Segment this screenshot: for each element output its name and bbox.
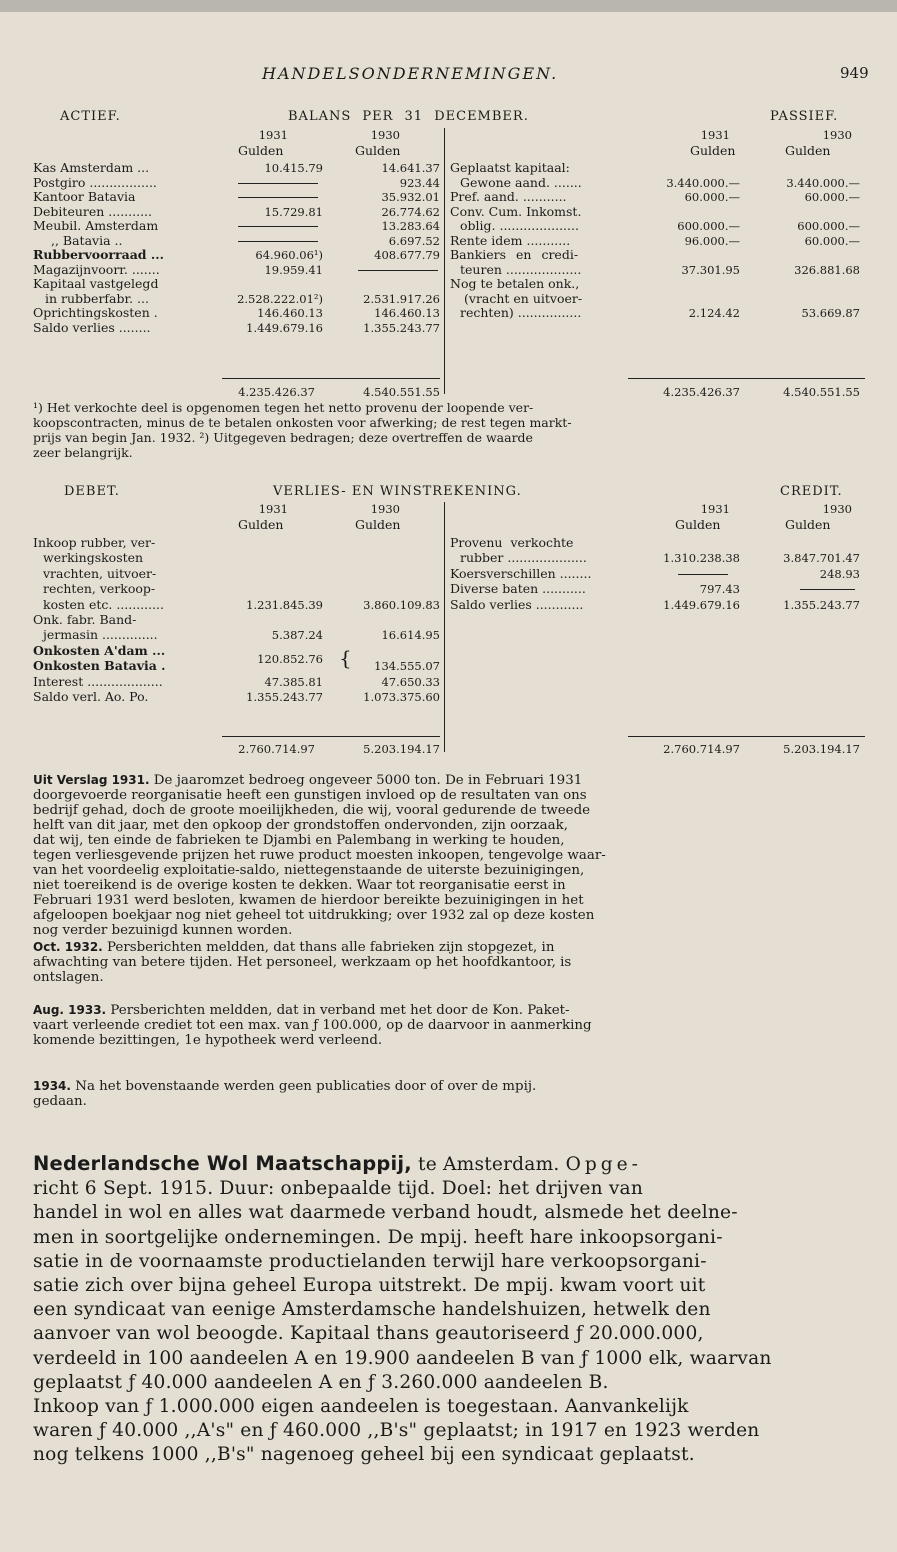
footnote-line: zeer belangrijk.: [33, 445, 133, 460]
footnote-line: prijs van begin Jan. 1932. ²) Uitgegeven bedragen; deze overtreffen de waarde: [33, 430, 533, 445]
ledger-row: [33, 248, 443, 263]
row-label: vrachten, uitvoer-: [43, 565, 157, 581]
ledger-row: [33, 675, 443, 690]
balance-left-head: ACTIEF.: [60, 109, 121, 124]
ledger-row: [33, 234, 443, 249]
ledger-row: [33, 263, 443, 278]
row-value-1930: 3.440.000.—: [786, 175, 860, 190]
ledger-row: [450, 219, 865, 234]
report-oct-1932: [33, 940, 865, 985]
ledger-row: [33, 567, 443, 582]
unit-left-1930: Gulden: [355, 143, 401, 158]
company-line: handel in wol en alles wat daarmede verband houdt, alsmede het deelne-: [33, 1202, 738, 1224]
year-1930-right: 1930: [822, 128, 852, 142]
company-location: te Amsterdam.: [411, 1154, 566, 1175]
report-line: Na het bovenstaande werden geen publicaties door of over de mpij.: [70, 1079, 537, 1094]
company-line: een syndicaat van eenige Amsterdamsche handelshuizen, hetwelk den: [33, 1299, 711, 1321]
balance-right-head: PASSIEF.: [770, 109, 839, 124]
scan-edge: [0, 0, 897, 12]
row-value-1931: 2.124.42: [688, 306, 740, 320]
ledger-row: [33, 536, 443, 551]
company-line: satie zich over bijna geheel Europa uitstrekt. De mpij. kwam voort uit: [33, 1275, 706, 1297]
ledger-row: [33, 551, 443, 566]
row-value-1931: 2.528.222.01²): [237, 291, 323, 306]
ledger-row: [33, 205, 443, 220]
pl-unit-left-1930: Gulden: [355, 517, 401, 532]
row-dash: [238, 241, 318, 242]
row-label: Onkosten A'dam ...: [33, 642, 166, 658]
page-number: 949: [840, 64, 869, 82]
company-line: men in soortgelijke ondernemingen. De mpij. heeft hare inkoopsorgani-: [33, 1226, 723, 1248]
row-value-1931: 120.852.76: [257, 652, 323, 667]
pl-right-rows: [450, 536, 865, 613]
company-line: geplaatst ƒ 40.000 aandeelen A en ƒ 3.260.000 aandeelen B.: [33, 1371, 609, 1393]
row-value-1931: 1.449.679.16: [663, 597, 740, 612]
row-value-1931: 146.460.13: [257, 306, 323, 320]
unit-right-1930: Gulden: [785, 143, 831, 158]
year-1930-left: 1930: [370, 128, 400, 142]
row-label: rechten) ................: [460, 305, 582, 320]
row-label: Saldo verl. Ao. Po.: [33, 688, 149, 704]
row-value-1930: 3.860.109.83: [363, 597, 440, 612]
pl-left-total-1930: 5.203.194.17: [363, 742, 440, 756]
row-value-1930: 47.650.33: [381, 674, 440, 689]
row-label: teuren ...................: [460, 261, 582, 277]
report-line: dat wij, ten einde de fabrieken te Djambi en Palembang in werking te houden,: [33, 833, 565, 848]
row-dash: [238, 197, 318, 198]
company-opgericht: Opge-: [565, 1154, 642, 1175]
row-label: Magazijnvoorr. .......: [33, 261, 160, 277]
ledger-row: [450, 598, 865, 613]
ledger-row: [450, 263, 865, 278]
row-label: werkingskosten: [43, 550, 144, 566]
footnote-line: ¹) Het verkochte deel is opgenomen tegen het netto provenu der loopende ver-: [33, 400, 534, 415]
balance-right-total-1930: 4.540.551.55: [783, 385, 860, 399]
row-label: Saldo verlies ........: [33, 319, 151, 335]
row-value-1930: 60.000.—: [804, 233, 860, 248]
company-line: Inkoop van ƒ 1.000.000 eigen aandeelen is toegestaan. Aanvankelijk: [33, 1396, 689, 1418]
pl-left-total-1931: 2.760.714.97: [238, 742, 315, 756]
report-line: Februari 1931 werd besloten, kwamen de hierdoor bereikte bezuinigingen in het: [33, 893, 584, 908]
row-label: Saldo verlies ............: [450, 596, 584, 612]
ledger-row: [33, 321, 443, 336]
company-line: nog telkens 1000 ,,B's" nagenoeg geheel bij een syndicaat geplaatst.: [33, 1444, 695, 1466]
year-1931-left: 1931: [258, 128, 288, 142]
ledger-row: [450, 190, 865, 205]
row-label: rechten, verkoop-: [43, 581, 156, 597]
row-value-1930: 13.283.64: [381, 219, 440, 233]
row-dash: [358, 270, 438, 271]
row-value-1930: 408.677.79: [374, 248, 440, 262]
row-value-1930: 26.774.62: [381, 204, 440, 219]
row-value-1931: 1.449.679.16: [246, 320, 323, 335]
report-line: gedaan.: [33, 1094, 87, 1109]
ledger-row: [450, 277, 865, 292]
row-label: Geplaatst kapitaal:: [450, 160, 570, 175]
row-label: Debiteuren ...........: [33, 203, 152, 219]
ledger-row: [450, 234, 865, 249]
row-value-1930: 16.614.95: [381, 628, 440, 643]
row-value-1931: 797.43: [699, 582, 740, 597]
row-value-1930: 134.555.07: [374, 659, 440, 674]
balance-center-head: BALANS PER 31 DECEMBER.: [288, 109, 529, 124]
row-label: Nog te betalen onk.,: [450, 276, 580, 291]
row-value-1931: 1.231.845.39: [246, 597, 323, 612]
balance-left-total-1930: 4.540.551.55: [363, 385, 440, 399]
company-line: satie in de voornaamste productielanden terwijl hare verkoopsorgani-: [33, 1250, 707, 1272]
company-name: Nederlandsche Wol Maatschappij,: [33, 1152, 412, 1175]
report-aug-1933-lead: Aug. 1933.: [33, 1003, 107, 1017]
ledger-row: [450, 551, 865, 566]
company-line: aanvoer van wol beoogde. Kapitaal thans geautoriseerd ƒ 20.000.000,: [33, 1323, 704, 1345]
row-dash: [678, 574, 728, 575]
ledger-row: [33, 219, 443, 234]
row-value-1930: 146.460.13: [374, 306, 440, 320]
pl-left-rule: [222, 736, 440, 737]
row-value-1930: 6.697.52: [388, 233, 440, 248]
ledger-row: [33, 652, 443, 674]
pl-year-1931-right: 1931: [700, 502, 730, 516]
row-label: Onk. fabr. Band-: [33, 611, 137, 627]
ledger-row: [33, 292, 443, 307]
report-line: afgeloopen boekjaar nog niet geheel tot uitdrukking; over 1932 zal op deze kosten: [33, 908, 595, 923]
row-value-1930: 1.073.375.60: [363, 689, 440, 704]
pl-year-1930-left: 1930: [370, 502, 400, 516]
row-label: Meubil. Amsterdam: [33, 218, 159, 233]
row-value-1930: 60.000.—: [804, 190, 860, 204]
ledger-row: [450, 306, 865, 321]
row-label: Postgiro .................: [33, 174, 157, 190]
pl-right-total-1931: 2.760.714.97: [663, 742, 740, 756]
ledger-row: [450, 248, 865, 263]
row-label: Rente idem ...........: [450, 232, 571, 248]
row-label: (vracht en uitvoer-: [464, 290, 583, 306]
row-dash: [238, 226, 318, 227]
row-value-1931: 1.355.243.77: [246, 689, 323, 704]
pl-left-rows: [33, 536, 443, 705]
row-dash: [238, 183, 318, 184]
report-1934-lead: 1934.: [33, 1079, 71, 1093]
report-line: De jaaromzet bedroeg ongeveer 5000 ton. De in Februari 1931: [149, 773, 583, 788]
row-value-1931: 5.387.24: [271, 628, 323, 643]
row-value-1931: 47.385.81: [264, 674, 323, 689]
report-line: niet toereikend is de overige kosten te dekken. Waar tot reorganisatie eerst in: [33, 878, 566, 893]
row-value-1931: 15.729.81: [264, 204, 323, 219]
balance-right-total-1931: 4.235.426.37: [663, 385, 740, 399]
balance-left-total-1931: 4.235.426.37: [238, 385, 315, 399]
pl-year-1930-right: 1930: [822, 502, 852, 516]
unit-right-1931: Gulden: [690, 143, 736, 158]
company-entry: [33, 1152, 865, 1468]
row-label: Oprichtingskosten .: [33, 305, 158, 320]
row-label: rubber ....................: [460, 550, 587, 566]
ledger-row: [450, 292, 865, 307]
row-value-1931: 96.000.—: [684, 233, 740, 248]
row-value-1930: 326.881.68: [794, 262, 860, 277]
row-value-1931: 37.301.95: [681, 262, 740, 277]
balance-divider: [444, 128, 445, 394]
report-line: helft van dit jaar, met den opkoop der grondstoffen ondervonden, zijn oorzaak,: [33, 818, 569, 833]
balance-left-rule: [222, 378, 440, 379]
row-value-1931: 3.440.000.—: [666, 175, 740, 190]
ledger-row: [33, 628, 443, 643]
report-line: ontslagen.: [33, 970, 104, 985]
ledger-row: [33, 190, 443, 205]
report-line: vaart verleende crediet tot een max. van ƒ 100.000, op de daarvoor in aanmerking: [33, 1018, 592, 1033]
row-label: Inkoop rubber, ver-: [33, 535, 156, 550]
report-line: bedrijf gehad, doch de groote moeilijkheden, die wij, vooral gedurende de tweede: [33, 803, 591, 818]
row-label: oblig. ....................: [460, 218, 579, 233]
report-oct-1932-lead: Oct. 1932.: [33, 940, 103, 954]
pl-unit-left-1931: Gulden: [238, 517, 284, 532]
row-label: Gewone aand. .......: [460, 174, 582, 190]
balance-footnote: [33, 400, 865, 460]
pl-left-head: DEBET.: [64, 484, 120, 499]
row-value-1930: 248.93: [819, 566, 860, 581]
report-1931: [33, 773, 865, 938]
ledger-row: [33, 690, 443, 705]
row-label: Kantoor Batavia: [33, 189, 136, 204]
ledger-row: [450, 536, 865, 551]
ledger-row: [450, 582, 865, 597]
company-line: richt 6 Sept. 1915. Duur: onbepaalde tijd. Doel: het drijven van: [33, 1178, 644, 1200]
footnote-line: koopscontracten, minus de te betalen onkosten voor afwerking; de rest tegen markt-: [33, 415, 572, 430]
pl-divider: [444, 502, 445, 752]
row-value-1931: 64.960.06¹): [255, 248, 323, 262]
row-label: Pref. aand. ...........: [450, 189, 567, 204]
report-1934: [33, 1079, 865, 1109]
report-1931-lead: Uit Verslag 1931.: [33, 773, 150, 787]
row-label: Conv. Cum. Inkomst.: [450, 203, 582, 219]
row-dash: [800, 589, 855, 590]
ledger-row: [33, 277, 443, 292]
ledger-row: [33, 613, 443, 628]
ledger-row: [450, 176, 865, 191]
ledger-row: [33, 176, 443, 191]
ledger-row: [450, 161, 865, 176]
row-label: jermasin ..............: [43, 627, 158, 643]
row-label: Provenu verkochte: [450, 535, 574, 550]
row-value-1930: 600.000.—: [797, 219, 860, 233]
pl-unit-right-1931: Gulden: [675, 517, 721, 532]
ledger-row: [33, 582, 443, 597]
report-line: Persberichten meldden, dat in verband met het door de Kon. Paket-: [106, 1003, 570, 1018]
company-line: waren ƒ 40.000 ,,A's" en ƒ 460.000 ,,B's" geplaatst; in 1917 en 1923 werden: [33, 1420, 760, 1442]
report-line: afwachting van betere tijden. Het personeel, werkzaam op het hoofdkantoor, is: [33, 955, 572, 970]
pl-center-head: VERLIES- EN WINSTREKENING.: [273, 484, 522, 499]
row-label: Koersverschillen ........: [450, 565, 592, 581]
row-label: Onkosten Batavia .: [33, 658, 166, 674]
row-label: Kas Amsterdam ...: [33, 160, 150, 175]
row-value-1930: 1.355.243.77: [363, 320, 440, 335]
row-value-1931: 19.959.41: [264, 262, 323, 277]
brace-glyph: {: [339, 645, 352, 670]
unit-left-1931: Gulden: [238, 143, 284, 158]
row-label: Interest ...................: [33, 673, 163, 689]
row-label: Rubbervoorraad ...: [33, 247, 164, 262]
ledger-row: [33, 161, 443, 176]
year-1931-right: 1931: [700, 128, 730, 142]
ledger-row: [33, 598, 443, 613]
row-value-1930: 2.531.917.26: [363, 291, 440, 306]
row-value-1930: 3.847.701.47: [783, 551, 860, 566]
balance-right-rows: [450, 161, 865, 321]
row-label: kosten etc. ............: [43, 596, 165, 612]
row-value-1931: 60.000.—: [684, 190, 740, 204]
balance-left-rows: [33, 161, 443, 335]
balance-right-rule: [628, 378, 865, 379]
row-value-1931: 600.000.—: [677, 219, 740, 233]
ledger-row: [33, 306, 443, 321]
row-label: in rubberfabr. ...: [45, 290, 149, 306]
row-label: Kapitaal vastgelegd: [33, 276, 159, 291]
row-label: Bankiers en credi-: [450, 247, 579, 262]
pl-year-1931-left: 1931: [258, 502, 288, 516]
row-label: ,, Batavia ..: [51, 232, 123, 248]
row-value-1930: 14.641.37: [381, 161, 440, 175]
report-line: komende bezittingen, 1e hypotheek werd verleend.: [33, 1033, 383, 1048]
report-line: doorgevoerde reorganisatie heeft een gunstigen invloed op de resultaten van ons: [33, 788, 587, 803]
report-line: tegen verliesgevende prijzen het ruwe product moesten inkoopen, tengevolge waar-: [33, 848, 606, 863]
pl-unit-right-1930: Gulden: [785, 517, 831, 532]
row-value-1930: 1.355.243.77: [783, 597, 860, 612]
ledger-row: [450, 205, 865, 220]
row-value-1930: 53.669.87: [801, 306, 860, 320]
row-value-1931: 10.415.79: [264, 161, 323, 175]
report-line: van het voordeelig exploitatie-saldo, niettegenstaande de uiterste bezuinigingen,: [33, 863, 585, 878]
report-aug-1933: [33, 1003, 865, 1048]
row-value-1930: 923.44: [399, 175, 440, 190]
row-value-1930: 35.932.01: [381, 190, 440, 204]
row-value-1931: 1.310.238.38: [663, 551, 740, 566]
ledger-row: [450, 567, 865, 582]
report-line: Persberichten meldden, dat thans alle fabrieken zijn stopgezet, in: [102, 940, 555, 955]
pl-right-total-1930: 5.203.194.17: [783, 742, 860, 756]
pl-right-head: CREDIT.: [780, 484, 843, 499]
report-line: nog verder bezuinigd kunnen worden.: [33, 923, 293, 938]
row-label: Diverse baten ...........: [450, 581, 586, 597]
company-line: verdeeld in 100 aandeelen A en 19.900 aandeelen B van ƒ 1000 elk, waarvan: [33, 1347, 772, 1369]
pl-right-rule: [628, 736, 865, 737]
running-header: HANDELSONDERNEMINGEN.: [262, 64, 559, 83]
